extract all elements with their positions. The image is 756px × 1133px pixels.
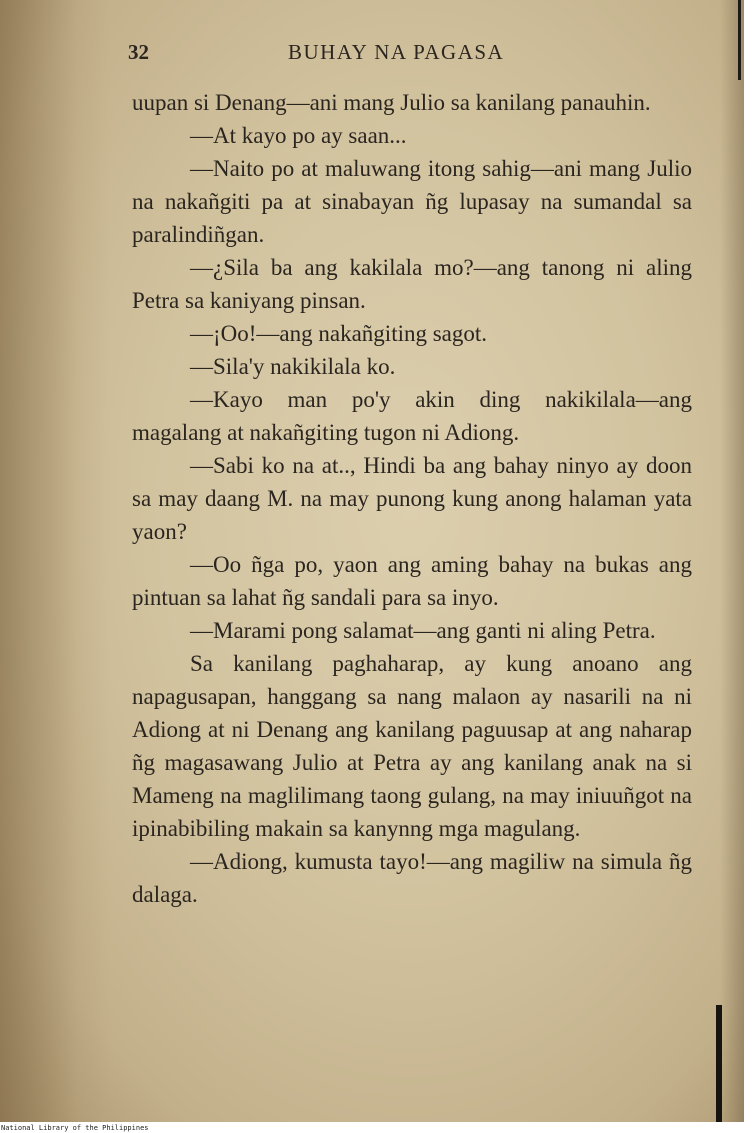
- body-text: [132, 86, 692, 911]
- scan-edge-line-bottom: [716, 1005, 722, 1122]
- paragraph: —Kayo man po'y akin ding nakikilala—ang magalang at nakañgiting tugon ni Adiong.: [132, 387, 692, 445]
- paragraph: —¡Oo!—ang nakañgiting sagot.: [190, 321, 488, 346]
- paragraph: —Sabi ko na at.., Hindi ba ang bahay ninyo ay doon sa may daang M. na may punong kung anong halaman yata yaon?: [132, 453, 692, 544]
- paragraph: —Oo ñga po, yaon ang aming bahay na bukas ang pintuan sa lahat ñg sandali para sa inyo.: [132, 552, 692, 610]
- page-number: 32: [128, 40, 149, 64]
- paragraph: —¿Sila ba ang kakilala mo?—ang tanong ni aling Petra sa kaniyang pinsan.: [132, 255, 692, 313]
- paragraph: —Adiong, kumusta tayo!—ang magiliw na simula ñg dalaga.: [132, 849, 692, 907]
- page-edge-shadow-right: [720, 0, 744, 1122]
- scan-edge-line-top: [738, 0, 741, 80]
- page-edge-shadow-left: [0, 0, 110, 1122]
- library-credit: National Library of the Philippines: [1, 1124, 149, 1132]
- running-title: BUHAY NA PAGASA: [288, 40, 505, 64]
- paragraph: —Sila'y nakikilala ko.: [190, 354, 396, 379]
- page-header: [128, 40, 688, 70]
- paragraph: —Marami pong salamat—ang ganti ni aling Petra.: [190, 618, 656, 643]
- paragraph: —Naito po at maluwang itong sahig—ani mang Julio na nakañgiti pa at sinabayan ñg lupasay na sumandal sa paralindiñgan.: [132, 156, 692, 247]
- paragraph: uupan si Denang—ani mang Julio sa kanilang panauhin.: [132, 90, 651, 115]
- paragraph: —At kayo po ay saan...: [190, 123, 407, 148]
- paragraph: Sa kanilang paghaharap, ay kung anoano ang napagusapan, hanggang sa nang malaon ay nasarili na ni Adiong at ni Denang ang kanilang paguusap at ang naharap ñg magasawang Julio at Petra ay ang kanilang anak na si Mameng na maglilimang taong gulang, na may iniuuñgot na ipinabibiling makain sa kanynng mga magulang.: [132, 651, 692, 841]
